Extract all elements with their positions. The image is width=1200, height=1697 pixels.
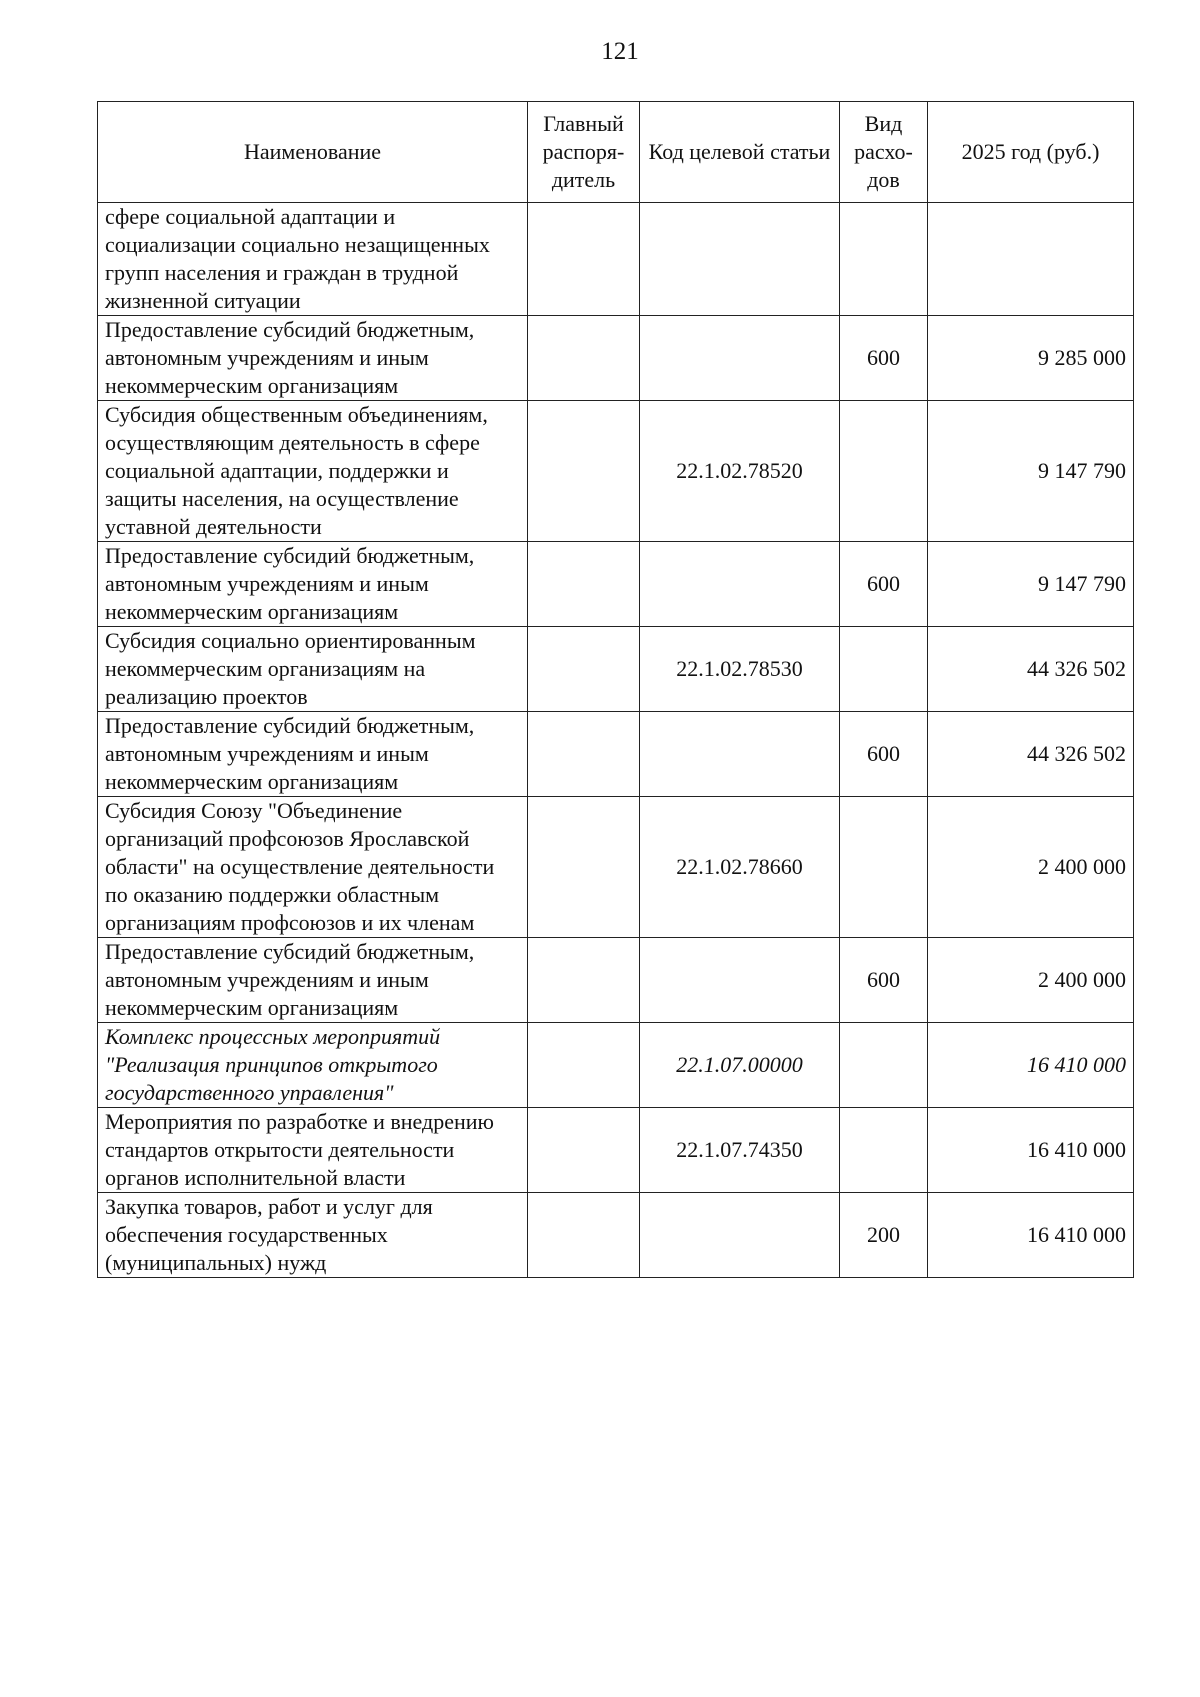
- header-target-code: Код целевой статьи: [640, 102, 840, 203]
- table-row: [98, 203, 1134, 316]
- cell-target-code: [640, 938, 840, 1023]
- cell-expense-type: 600: [840, 316, 928, 401]
- table-body: [98, 203, 1134, 1278]
- table-row: [98, 1193, 1134, 1278]
- cell-expense-type: [840, 1108, 928, 1193]
- cell-name: Предоставление субсидий бюджетным, автономным учреждениям и иным некоммерческим организациям: [98, 542, 528, 627]
- table-row: [98, 712, 1134, 797]
- cell-amount: 9 147 790: [928, 401, 1134, 542]
- cell-administrator: [528, 203, 640, 316]
- cell-administrator: [528, 316, 640, 401]
- header-name: Наименование: [98, 102, 528, 203]
- cell-expense-type: [840, 203, 928, 316]
- cell-target-code: [640, 542, 840, 627]
- page-number: 121: [601, 38, 639, 65]
- table-row: [98, 401, 1134, 542]
- cell-target-code: [640, 203, 840, 316]
- cell-expense-type: [840, 401, 928, 542]
- cell-administrator: [528, 401, 640, 542]
- cell-target-code: 22.1.07.74350: [640, 1108, 840, 1193]
- cell-administrator: [528, 1193, 640, 1278]
- cell-amount: 16 410 000: [928, 1023, 1134, 1108]
- header-administrator: Главный распоря-дитель: [528, 102, 640, 203]
- cell-target-code: 22.1.02.78660: [640, 797, 840, 938]
- cell-amount: 2 400 000: [928, 938, 1134, 1023]
- cell-name: Предоставление субсидий бюджетным, автономным учреждениям и иным некоммерческим организациям: [98, 316, 528, 401]
- cell-expense-type: 200: [840, 1193, 928, 1278]
- cell-expense-type: [840, 627, 928, 712]
- cell-target-code: 22.1.02.78530: [640, 627, 840, 712]
- cell-expense-type: [840, 1023, 928, 1108]
- header-year-2025: 2025 год (руб.): [928, 102, 1134, 203]
- cell-name: Субсидия общественным объединениям, осуществляющим деятельность в сфере социальной адаптации, поддержки и защиты населения, на осуществление уставной деятельности: [98, 401, 528, 542]
- cell-administrator: [528, 938, 640, 1023]
- cell-administrator: [528, 1108, 640, 1193]
- cell-amount: 44 326 502: [928, 712, 1134, 797]
- cell-amount: 2 400 000: [928, 797, 1134, 938]
- cell-amount: 44 326 502: [928, 627, 1134, 712]
- cell-name: Мероприятия по разработке и внедрению стандартов открытости деятельности органов исполнительной власти: [98, 1108, 528, 1193]
- cell-amount: 16 410 000: [928, 1193, 1134, 1278]
- cell-expense-type: 600: [840, 712, 928, 797]
- cell-administrator: [528, 627, 640, 712]
- cell-administrator: [528, 542, 640, 627]
- cell-amount: 9 285 000: [928, 316, 1134, 401]
- header-expense-type: Вид расхо-дов: [840, 102, 928, 203]
- cell-name: Предоставление субсидий бюджетным, автономным учреждениям и иным некоммерческим организациям: [98, 712, 528, 797]
- cell-administrator: [528, 797, 640, 938]
- cell-name: Предоставление субсидий бюджетным, автономным учреждениям и иным некоммерческим организациям: [98, 938, 528, 1023]
- table-header-row: [98, 102, 1134, 203]
- cell-name: Субсидия социально ориентированным некоммерческим организациям на реализацию проектов: [98, 627, 528, 712]
- table-row: [98, 542, 1134, 627]
- cell-target-code: 22.1.02.78520: [640, 401, 840, 542]
- cell-name: Субсидия Союзу "Объединение организаций профсоюзов Ярославской области" на осуществление деятельности по оказанию поддержки областным организациям профсоюзов и их членам: [98, 797, 528, 938]
- cell-name: сфере социальной адаптации и социализации социально незащищенных групп населения и граждан в трудной жизненной ситуации: [98, 203, 528, 316]
- cell-amount: 9 147 790: [928, 542, 1134, 627]
- cell-administrator: [528, 712, 640, 797]
- cell-expense-type: 600: [840, 938, 928, 1023]
- cell-administrator: [528, 1023, 640, 1108]
- table-row: [98, 797, 1134, 938]
- table-row: [98, 1108, 1134, 1193]
- cell-amount: 16 410 000: [928, 1108, 1134, 1193]
- table-row: [98, 316, 1134, 401]
- cell-amount: [928, 203, 1134, 316]
- cell-name: Закупка товаров, работ и услуг для обеспечения государственных (муниципальных) нужд: [98, 1193, 528, 1278]
- cell-target-code: [640, 316, 840, 401]
- cell-target-code: 22.1.07.00000: [640, 1023, 840, 1108]
- table-row: [98, 1023, 1134, 1108]
- cell-expense-type: [840, 797, 928, 938]
- budget-table: [97, 101, 1134, 1278]
- cell-target-code: [640, 1193, 840, 1278]
- cell-name: Комплекс процессных мероприятий "Реализация принципов открытого государственного управления": [98, 1023, 528, 1108]
- table-row: [98, 627, 1134, 712]
- cell-target-code: [640, 712, 840, 797]
- cell-expense-type: 600: [840, 542, 928, 627]
- table-row: [98, 938, 1134, 1023]
